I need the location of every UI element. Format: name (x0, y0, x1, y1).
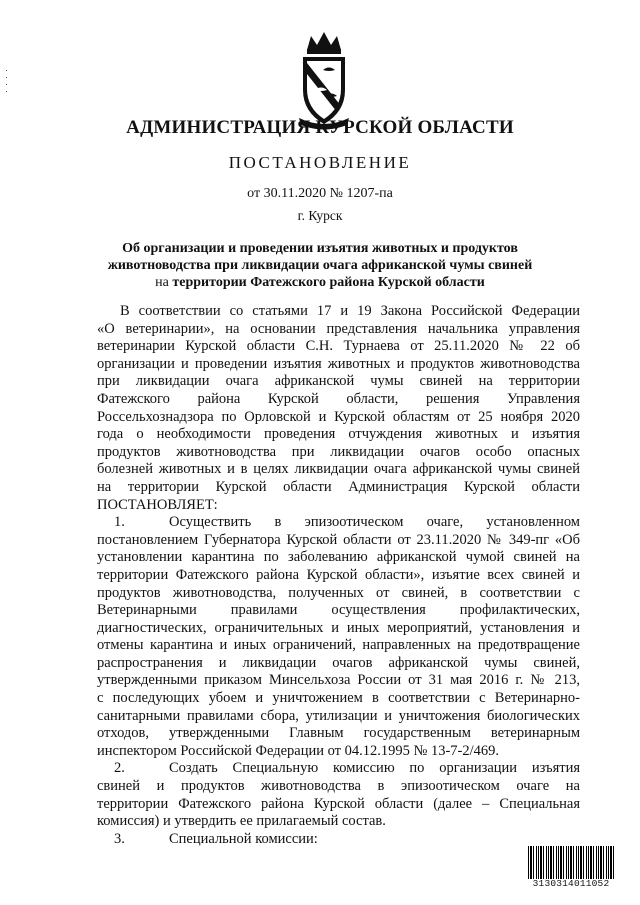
body-line: утвержденными приказом Минсельхоза России от 31 мая 2016 г. № 213, (97, 672, 580, 689)
title-line: Об организации и проведении изъятия животных и продуктов (122, 241, 518, 256)
item-number: 3. (114, 830, 125, 847)
body-line: диагностических, ограничительных и иных мероприятий, установления и (97, 619, 580, 636)
body-line: 1. Осуществить в эпизоотическом очаге, установленном (97, 514, 580, 532)
body-line: продуктов животноводства, полученных от свиней, в соответствии с (97, 584, 580, 601)
body-line: распространения и ликвидации очагов африканской чумы свиней, (97, 654, 580, 671)
scan-margin-marks (6, 70, 8, 100)
coat-of-arms-icon (293, 30, 355, 130)
organization-name: АДМИНИСТРАЦИЯ КУРСКОЙ ОБЛАСТИ (126, 117, 514, 138)
barcode-number: 3130314011052 (532, 878, 610, 889)
body-line: В соответствии со статьями 17 и 19 Закона Российской Федерации (120, 303, 580, 319)
body-line: организации и проведении изъятия животных и продуктов животноводства (97, 355, 580, 372)
body-line: Ветеринарными правилами осуществления профилактических, (97, 602, 580, 619)
body-line: с последующих убоем и уничтожением в соответствии с Ветеринарно- (97, 690, 580, 707)
body-line: продуктов животноводства при ликвидации очагов особо опасных (97, 443, 580, 460)
document-title (104, 240, 536, 291)
document-body (97, 303, 580, 848)
document-type: ПОСТАНОВЛЕНИЕ (228, 153, 412, 172)
body-line: постановлением Губернатора Курской области от 23.11.2020 № 349-пг «Об (97, 531, 580, 548)
body-line: отходов, утвержденными Главным государственным ветеринарным (97, 725, 580, 742)
body-line: на территории Курской области Администрация Курской области (97, 478, 580, 495)
body-line: отмены карантина и иных ограничений, направленных на предотвращение (97, 637, 580, 654)
body-line: установлении карантина по заболеванию африканской чумой свиней на (97, 549, 580, 566)
item-number: 2. (114, 760, 125, 777)
title-line: животноводства при ликвидации очага африканской чумы свиней (107, 258, 533, 273)
barcode (528, 846, 614, 890)
body-line: ветеринарии Курской области С.Н. Турнаева от 25.11.2020 № 22 об (97, 338, 580, 355)
body-line: территории Фатежского района Курской области (далее – Специальная (97, 795, 580, 812)
body-line: 2. Создать Специальную комиссию по организации изъятия (97, 760, 580, 778)
body-line: инспектором Российской Федерации от 04.12.1995 № 13-7-2/469. (97, 742, 500, 759)
body-line: года о необходимости проведения отчуждения животных и изъятия (97, 426, 580, 443)
document-number: от 30.11.2020 № 1207-па (247, 186, 393, 201)
body-line: болезней животных и в целях ликвидации очага африканской чумы свиней (97, 461, 580, 478)
body-line: «О ветеринарии», на основании представления начальника управления (97, 320, 580, 337)
item-number: 1. (114, 514, 125, 531)
body-line: санитарными правилами сбора, утилизации и уничтожения биологических (97, 707, 580, 724)
body-line: комиссия) и утвердить ее прилагаемый состав. (97, 813, 386, 830)
body-line: Россельхознадзора по Орловской и Курской областям от 25 ноября 2020 (97, 408, 580, 425)
body-line: территории Фатежского района Курской области», изъятие всех свиней и (97, 566, 580, 583)
document-city: г. Курск (297, 208, 343, 223)
body-line: при ликвидации очага африканской чумы свиней на территории (97, 373, 580, 390)
barcode-icon (528, 846, 614, 879)
body-line: 3. Специальной комиссии: (97, 831, 580, 849)
title-prefix: на (155, 275, 169, 290)
title-line (104, 274, 536, 291)
body-line: ПОСТАНОВЛЯЕТ: (97, 496, 218, 513)
body-line: Фатежского района Курской области, решения Управления (97, 390, 580, 407)
body-line: свиней и продуктов животноводства в эпизоотическом очаге на (97, 778, 580, 795)
title-rest: территории Фатежского района Курской области (172, 275, 485, 290)
